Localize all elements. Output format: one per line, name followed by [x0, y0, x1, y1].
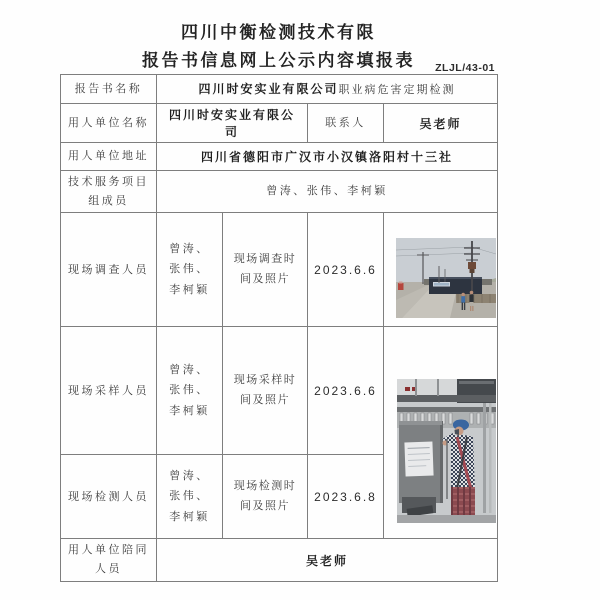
site-testing-label: 现场检测人员 [61, 455, 157, 539]
row-employer-address [61, 143, 498, 171]
contact-value: 吴老师 [384, 104, 498, 143]
site-sampling-date: 2023.6.6 [308, 327, 384, 455]
site-survey-members: 曾涛、张伟、李柯颖 [157, 213, 223, 327]
site-survey-time-label: 现场调查时间及照片 [223, 213, 308, 327]
doc-code: ZLJL/43-01 [435, 62, 495, 74]
row-report-name [61, 75, 498, 104]
worker-at-machine-photo [397, 379, 496, 523]
row-project-team [61, 171, 498, 213]
project-team-label: 技术服务项目组成员 [61, 171, 157, 213]
site-sampling-time-label: 现场采样时间及照片 [223, 327, 308, 455]
report-name-rest: 职业病危害定期检测 [338, 84, 456, 96]
form-title: 报告书信息网上公示内容填报表 [142, 51, 415, 70]
site-testing-time-label: 现场检测时间及照片 [223, 455, 308, 539]
row-accompanying [61, 539, 498, 581]
report-name-label: 报告书名称 [61, 75, 157, 104]
work-photo-cell [384, 327, 498, 539]
accompanying-value: 吴老师 [157, 539, 498, 581]
site-testing-date: 2023.6.8 [308, 455, 384, 539]
worker-at-machine-photo-svg [397, 379, 496, 523]
employer-name-label: 用人单位名称 [61, 104, 157, 143]
row-employer-name [61, 104, 498, 143]
accompanying-label: 用人单位陪同人员 [61, 539, 157, 581]
row-site-survey [61, 213, 498, 327]
row-site-sampling [61, 327, 498, 455]
report-name-company: 四川时安实业有限公司 [198, 82, 339, 96]
form-title-row [60, 48, 497, 74]
site-sampling-label: 现场采样人员 [61, 327, 157, 455]
site-survey-photo-cell [384, 213, 498, 327]
site-survey-label: 现场调查人员 [61, 213, 157, 327]
contact-label: 联系人 [308, 104, 384, 143]
site-survey-date: 2023.6.6 [308, 213, 384, 327]
project-team-value: 曾涛、张伟、李柯颖 [157, 171, 498, 213]
site-testing-members: 曾涛、张伟、李柯颖 [157, 455, 223, 539]
site-sampling-members: 曾涛、张伟、李柯颖 [157, 327, 223, 455]
report-name-value [157, 75, 498, 104]
report-form-table [60, 74, 498, 582]
company-title: 四川中衡检测技术有限 [181, 23, 376, 42]
employer-address-label: 用人单位地址 [61, 143, 157, 171]
employer-address-value: 四川省德阳市广汉市小汉镇洛阳村十三社 [157, 143, 498, 171]
page-title-block [60, 20, 497, 74]
employer-name-value: 四川时安实业有限公司 [157, 104, 308, 143]
factory-gate-street-photo-svg [396, 238, 496, 318]
factory-gate-street-photo [396, 238, 496, 318]
